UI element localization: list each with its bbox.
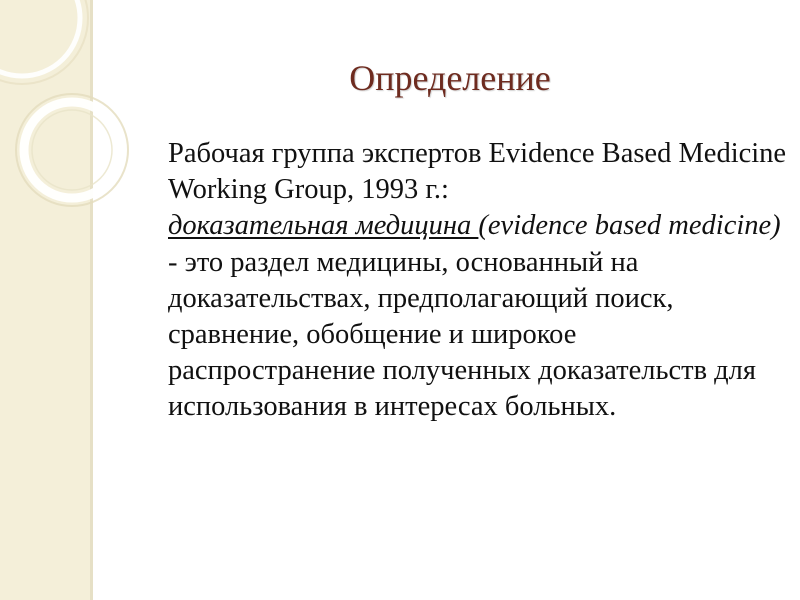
definition-text: - это раздел медицины, основанный на доказательствах, предполагающий поиск, сравнение, обобщение и широкое распространение полученных доказательств для использования в интересах больных. [168, 246, 756, 423]
slide-title: Определение [349, 58, 551, 98]
definition-paragraph [168, 136, 788, 426]
decorative-circles-icon [0, 0, 130, 260]
definition-term-ru: доказательная медицина [168, 210, 479, 242]
definition-term-en: (evidence based medicine) [478, 210, 781, 242]
definition-intro: Рабочая группа экспертов Evidence Based Medicine Working Group, 1993 г.: [168, 138, 787, 206]
